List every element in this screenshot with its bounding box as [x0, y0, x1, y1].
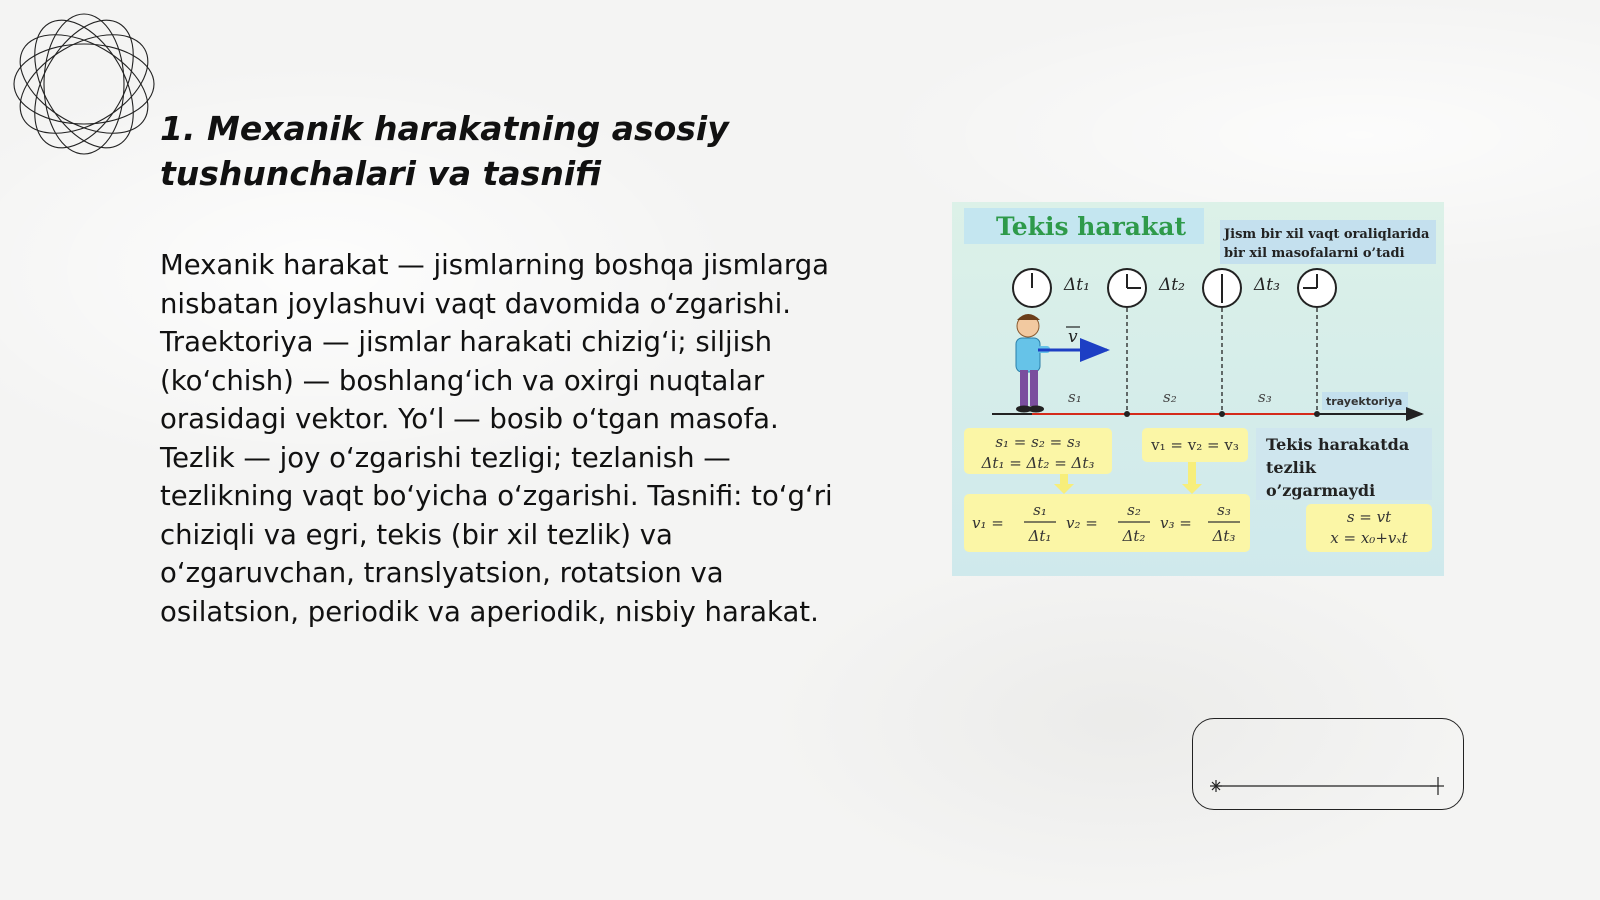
- s2-label: s₂: [1163, 388, 1177, 406]
- clock-icon: [1298, 269, 1336, 307]
- v2-numerator: s₂: [1127, 501, 1141, 519]
- velocity-label: v: [1068, 327, 1078, 347]
- clock-icon: [1013, 269, 1051, 307]
- s3-label: s₃: [1258, 388, 1272, 406]
- figure-note-line-1: Jism bir xil vaqt oraliqlarida: [1224, 227, 1430, 242]
- delta-t1-label: Δt₁: [1064, 275, 1090, 295]
- v2-denominator: Δt₂: [1122, 527, 1146, 545]
- slide-title: [160, 106, 800, 196]
- delta-t2-label: Δt₂: [1159, 275, 1185, 295]
- slide-body-text: Mexanik harakat — jismlarning boshqa jismlarga nisbatan joylashuvi vaqt davomida o‘zgarishi. Traektoriya — jismlar harakati chizig‘i; siljish (ko‘chish) — boshlang‘ich va oxirgi nuqtalar orasidagi vektor. Yo‘l — bosib o‘tgan masofa. Tezlik — joy o‘zgarishi tezligi; tezlanish — tezlikning vaqt bo‘yicha o‘zgarishi. Tasnifi: to‘g‘ri chiziqli va egri, tekis (bir xil tezlik) va o‘zgaruvchan, translyatsion, rotatsion va osilatsion, periodik va aperiodik, nisbiy harakat.: [160, 249, 833, 628]
- v1-numerator: s₁: [1033, 501, 1047, 519]
- trajectory-label: trayektoriya: [1326, 395, 1403, 408]
- uniform-motion-figure: [952, 202, 1444, 576]
- decorative-frame: [1192, 718, 1464, 810]
- slide-title-line-1: 1. Mexanik harakatning asosiy: [160, 109, 729, 148]
- v3-denominator: Δt₃: [1212, 527, 1236, 545]
- figure-heading: Tekis harakat: [996, 212, 1187, 241]
- equal-times: Δt₁ = Δt₂ = Δt₃: [981, 454, 1095, 472]
- equal-velocities: v₁ = v₂ = v₃: [1151, 436, 1239, 454]
- conclusion-line-2: tezlik: [1266, 458, 1316, 477]
- figure-note-line-2: bir xil masofalarni o’tadi: [1224, 246, 1405, 261]
- decorative-line-icon: [1208, 776, 1444, 796]
- equal-distances: s₁ = s₂ = s₃: [995, 433, 1081, 451]
- v3-lhs: v₃ =: [1160, 514, 1192, 532]
- velocity-formulas-box: [964, 494, 1250, 552]
- s1-label: s₁: [1068, 388, 1082, 406]
- conclusion-line-3: o’zgarmaydi: [1266, 481, 1376, 500]
- conclusion-line-1: Tekis harakatda: [1266, 435, 1410, 454]
- distance-formula: s = vt: [1346, 508, 1392, 526]
- v2-lhs: v₂ =: [1066, 514, 1098, 532]
- v1-lhs: v₁ =: [972, 514, 1004, 532]
- v1-denominator: Δt₁: [1028, 527, 1052, 545]
- v3-numerator: s₃: [1217, 501, 1231, 519]
- slide-title-line-2: tushunchalari va tasnifi: [160, 154, 602, 193]
- clock-icon: [1203, 269, 1241, 307]
- clock-icon: [1108, 269, 1146, 307]
- delta-t3-label: Δt₃: [1254, 275, 1280, 295]
- decorative-ornament-icon: [10, 10, 158, 158]
- position-formula: x = x₀+vₓt: [1330, 529, 1408, 547]
